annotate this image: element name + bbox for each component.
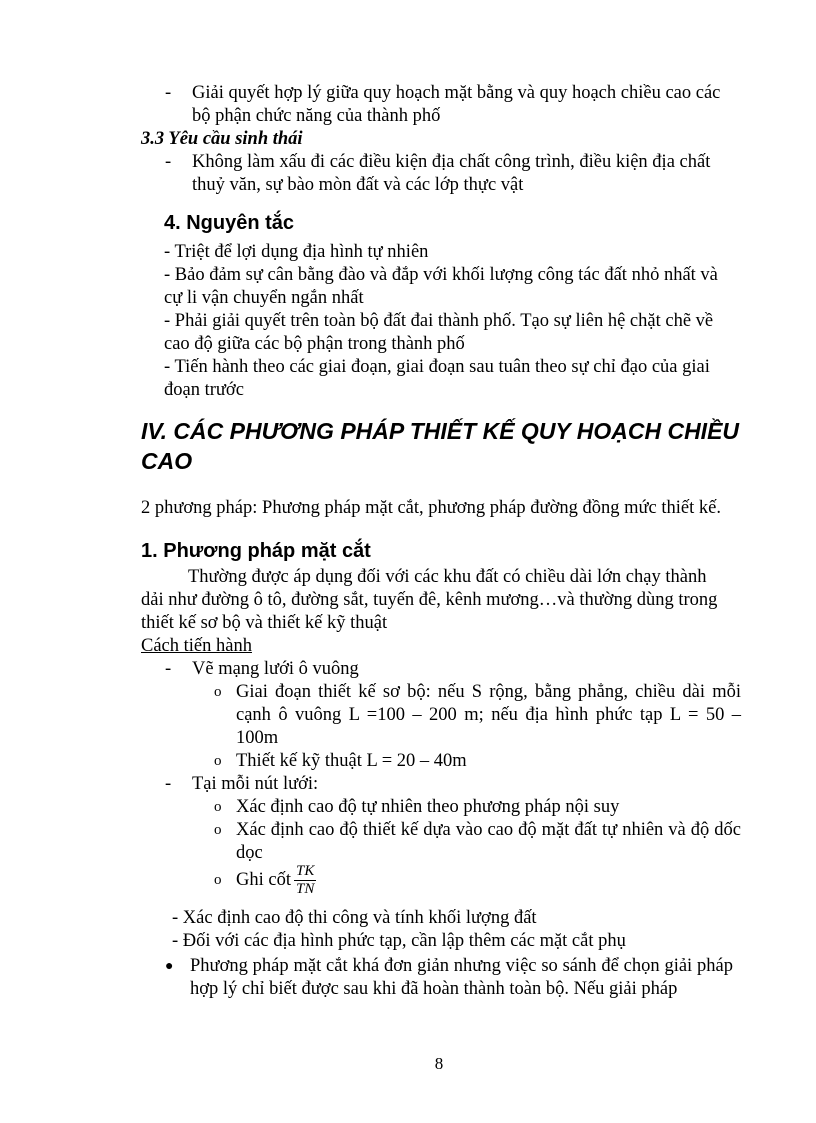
- section-paragraph: Thường được áp dụng đối với các khu đất có chiều dài lớn chạy thành dải như đường ô tô, đường sắt, tuyến đê, kênh mương…và thường dùng trong thiết kế sơ bộ và thiết kế kỹ thuật: [141, 567, 718, 633]
- fraction-numerator: TK: [295, 863, 315, 879]
- circle-bullet-icon: o: [214, 684, 222, 700]
- sub-list-item-text: Xác định cao độ tự nhiên theo phương pháp nội suy: [236, 797, 620, 817]
- list-item-text: Vẽ mạng lưới ô vuông: [192, 659, 359, 679]
- list-item-text: Không làm xấu đi các điều kiện địa chất công trình, điều kiện địa chất thuỷ văn, sự bào mòn đất và các lớp thực vật: [192, 152, 711, 195]
- page-number: 8: [434, 1054, 444, 1073]
- list-item: - Bảo đảm sự cân bằng đào và đắp với khối lượng công tác đất nhỏ nhất và cự li vận chuyển ngắn nhất: [164, 265, 718, 308]
- sub-list-item: [214, 863, 744, 898]
- sub-list-item-text: Giai đoạn thiết kế sơ bộ: nếu S rộng, bằng phẳng, chiều dài mỗi cạnh ô vuông L =100 – 200 m; nếu địa hình phức tạp L = 50 – 100m: [236, 682, 741, 748]
- bullet-dot-icon: ●: [165, 959, 174, 974]
- fraction-denominator: TN: [295, 881, 315, 897]
- ghi-cot-label: Ghi cốt: [236, 870, 291, 890]
- chapter-intro: 2 phương pháp: Phương pháp mặt cắt, phương pháp đường đồng mức thiết kế.: [141, 498, 721, 518]
- section-heading-1: 1. Phương pháp mặt cắt: [141, 540, 371, 562]
- list-item: [165, 82, 725, 128]
- circle-bullet-icon: o: [214, 872, 222, 888]
- sub-list-item-text: Thiết kế kỹ thuật L = 20 – 40m: [236, 751, 467, 771]
- bullet-item: [165, 955, 733, 1001]
- circle-bullet-icon: o: [214, 799, 222, 815]
- dash-bullet: -: [165, 659, 172, 679]
- list-item: - Phải giải quyết trên toàn bộ đất đai thành phố. Tạo sự liên hệ chặt chẽ về cao độ giữa các bộ phận trong thành phố: [164, 311, 714, 354]
- elevation-fraction: [294, 863, 316, 898]
- section-heading-3-3: 3.3 Yêu cầu sinh thái: [141, 129, 303, 149]
- sub-list-item: [214, 681, 744, 750]
- chapter-heading: IV. CÁC PHƯƠNG PHÁP THIẾT KẾ QUY HOẠCH CHIỀU CAO: [141, 418, 740, 474]
- dash-bullet: -: [165, 774, 172, 794]
- list-item: [165, 658, 725, 681]
- list-item: - Đối với các địa hình phức tạp, cần lập thêm các mặt cắt phụ: [172, 931, 626, 951]
- bullet-paragraph: Phương pháp mặt cắt khá đơn giản nhưng việc so sánh để chọn giải pháp hợp lý chỉ biết được sau khi đã hoàn thành toàn bộ. Nếu giải pháp: [190, 956, 733, 999]
- dash-bullet: -: [165, 152, 172, 172]
- list-item: - Triệt để lợi dụng địa hình tự nhiên: [164, 242, 429, 262]
- circle-bullet-icon: o: [214, 822, 222, 838]
- sub-list-item: [214, 750, 744, 773]
- section-heading-4: 4. Nguyên tắc: [164, 212, 295, 234]
- sub-list-item: [214, 796, 744, 819]
- sub-list-item: [214, 819, 744, 865]
- list-item-text: Tại mỗi nút lưới:: [192, 774, 319, 794]
- list-item: - Tiến hành theo các giai đoạn, giai đoạn sau tuân theo sự chỉ đạo của giai đoạn trước: [164, 357, 710, 400]
- additional-steps: [172, 907, 732, 953]
- list-item-text: Giải quyết hợp lý giữa quy hoạch mặt bằng và quy hoạch chiều cao các bộ phận chức năng của thành phố: [192, 83, 721, 126]
- dash-bullet: -: [165, 83, 172, 103]
- sub-list-item-text: Xác định cao độ thiết kế dựa vào cao độ mặt đất tự nhiên và độ dốc dọc: [236, 820, 741, 863]
- list-item: [165, 151, 725, 197]
- procedure-heading: Cách tiến hành: [141, 636, 252, 656]
- circle-bullet-icon: o: [214, 753, 222, 769]
- principles-list: [164, 241, 732, 402]
- list-item: [165, 773, 725, 796]
- list-item: - Xác định cao độ thi công và tính khối lượng đất: [172, 908, 537, 928]
